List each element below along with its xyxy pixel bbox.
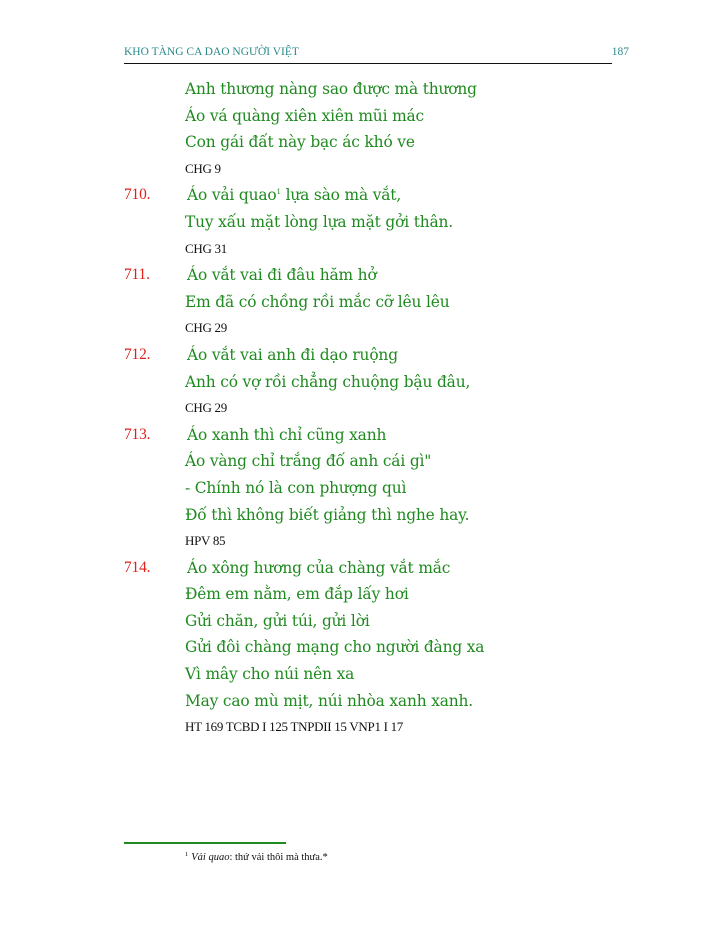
verse-line	[124, 555, 684, 582]
verse-entry-714	[124, 555, 684, 741]
verse-line: Áo vàng chỉ trắng đố anh cái gì"	[185, 452, 432, 471]
footnote	[185, 852, 328, 863]
verse-source: CHG 9	[185, 160, 221, 176]
verse-number: 713.	[124, 425, 151, 443]
footnote-marker[interactable]: 1	[276, 188, 281, 197]
verse-line	[124, 182, 684, 209]
verse-text-before-mark: Áo vải quao	[187, 186, 277, 205]
verse-source: CHG 31	[185, 240, 227, 256]
footnote-rule	[124, 842, 286, 844]
verse-line: - Chính nó là con phượng quì	[185, 478, 407, 497]
verse-line: Con gái đất này bạc ác khó ve	[185, 133, 415, 152]
footnote-mark: 1	[185, 850, 189, 858]
footnote-text: : thứ vải thôi mà thưa.*	[229, 852, 328, 863]
verse-entry-710	[124, 182, 684, 262]
verse-number: 710.	[124, 186, 151, 204]
verse-line: Anh có vợ rồi chẳng chuộng bậu đâu,	[185, 372, 471, 391]
verse-number: 712.	[124, 345, 151, 363]
verse-line	[124, 262, 684, 289]
footnote-term: Vải quao	[191, 852, 230, 863]
book-title: KHO TÀNG CA DAO NGƯỜI VIỆT	[124, 46, 299, 58]
verse-entry-712	[124, 342, 684, 422]
verse-source: CHG 29	[185, 400, 227, 416]
verse-line: Gửi đôi chàng mạng cho người đàng xa	[185, 638, 485, 657]
page-number: 187	[611, 46, 629, 58]
verse-line: Gửi chăn, gửi túi, gửi lời	[185, 611, 370, 630]
verse-line: Em đã có chồng rồi mắc cỡ lêu lêu	[185, 292, 450, 311]
verse-source: HT 169 TCBD I 125 TNPDII 15 VNP1 I 17	[185, 719, 403, 735]
verse-line	[124, 342, 684, 369]
verse-text: Áo vắt vai anh đi dạo ruộng	[187, 345, 398, 364]
verse-line: Đố thì không biết giảng thì nghe hay.	[185, 505, 470, 524]
verse-line: Tuy xấu mặt lòng lựa mặt gởi thân.	[185, 212, 454, 231]
verse-line: May cao mù mịt, núi nhòa xanh xanh.	[185, 691, 474, 710]
verse-text: Áo xanh thì chỉ cũng xanh	[187, 425, 387, 444]
running-header	[124, 44, 629, 64]
verse-line: Áo vá quàng xiên xiên mũi mác	[185, 106, 425, 125]
verse-number: 714.	[124, 558, 151, 576]
verse-source: HPV 85	[185, 533, 226, 549]
verse-entry-713	[124, 422, 684, 555]
verse-line: Đêm em nằm, em đắp lấy hơi	[185, 585, 409, 604]
verse-list	[124, 76, 684, 741]
verse-source: CHG 29	[185, 320, 227, 336]
verse-line: Vì mây cho núi nên xa	[185, 665, 355, 684]
verse-line: Anh thương nàng sao được mà thương	[185, 80, 477, 98]
verse-text: Áo vắt vai đi đâu hăm hở	[187, 266, 377, 285]
verse-entry-711	[124, 262, 684, 342]
verse-text-after-mark: lựa sào mà vắt,	[280, 186, 402, 205]
header-rule	[124, 63, 612, 64]
verse-entry	[124, 76, 684, 182]
verse-text: Áo xông hương của chàng vắt mắc	[187, 558, 451, 577]
verse-number: 711.	[124, 266, 150, 284]
verse-line	[124, 422, 684, 449]
